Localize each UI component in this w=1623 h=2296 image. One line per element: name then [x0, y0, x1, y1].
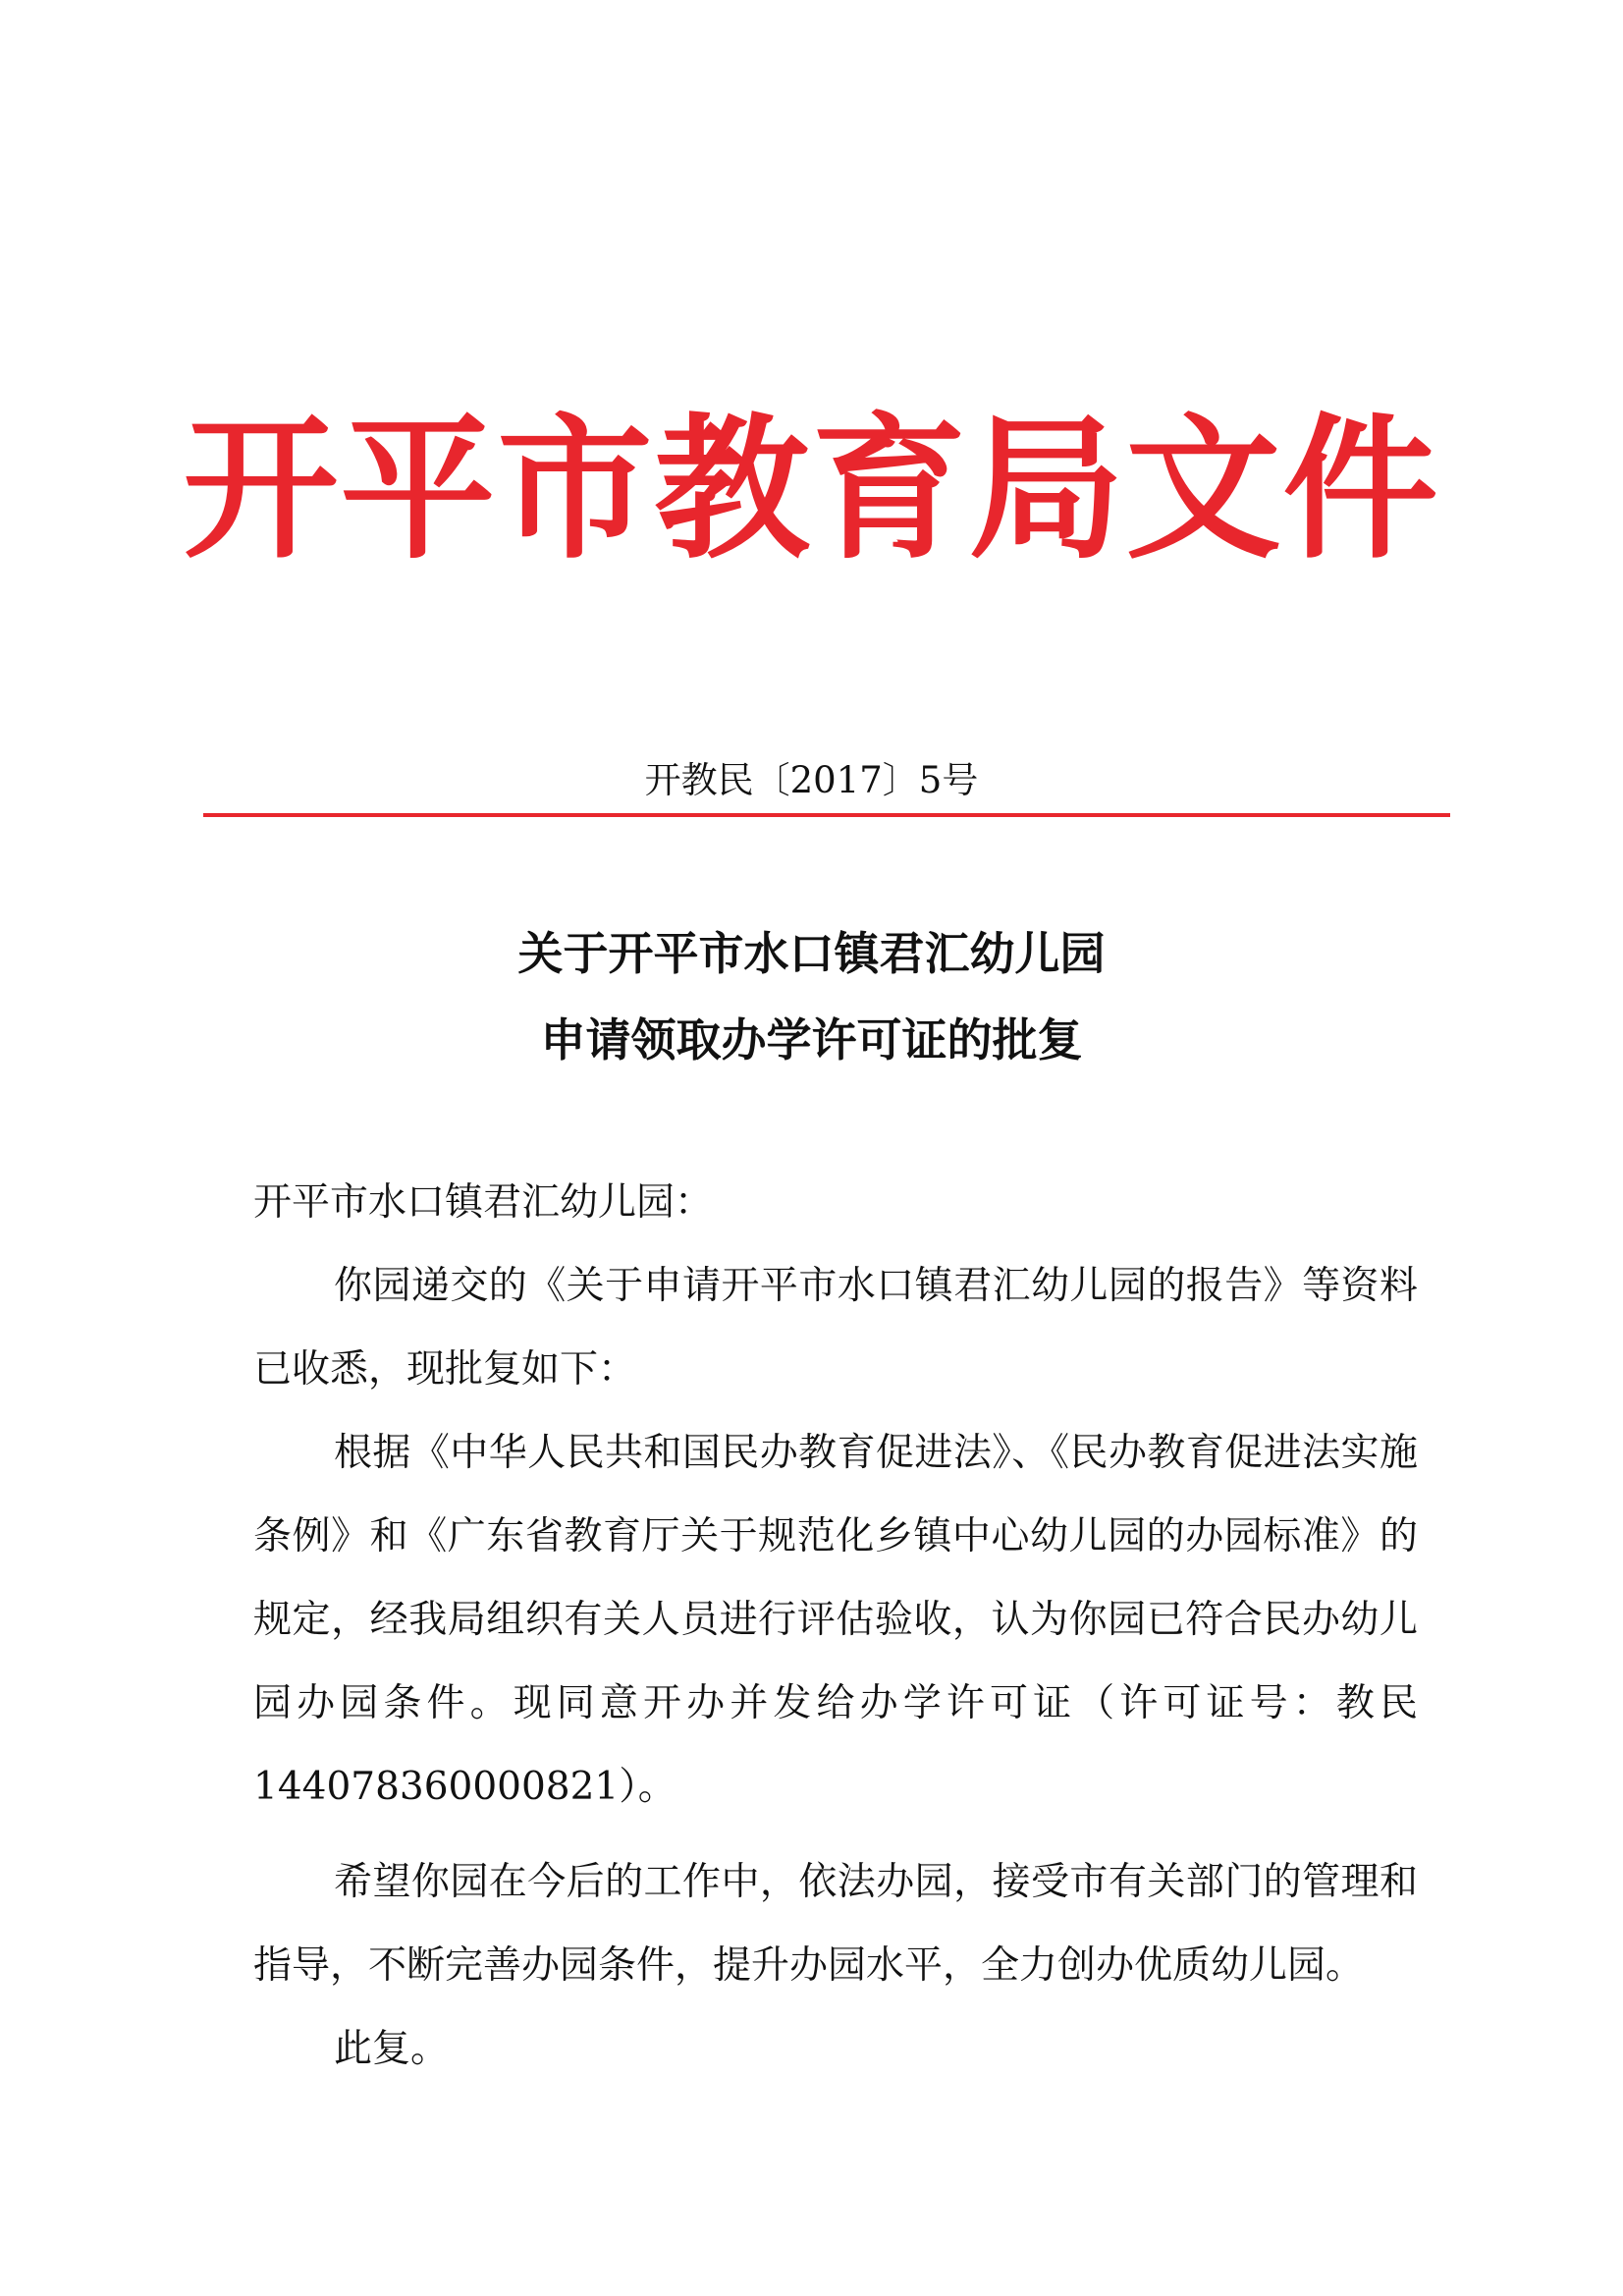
document-header-title: 开平市教育局文件 [183, 399, 1440, 580]
document-number: 开教民〔2017〕5号 [644, 759, 979, 801]
paragraph-2-line-2: 条例》和《广东省教育厅关于规范化乡镇中心幼儿园的办园标准》的 [253, 1514, 1418, 1558]
addressee: 开平市水口镇君汇幼儿园： [253, 1180, 714, 1225]
paragraph-1-line-1: 你园递交的《关于申请开平市水口镇君汇幼儿园的报告》等资料 [334, 1264, 1418, 1308]
paragraph-1-line-2: 已收悉，现批复如下： [253, 1347, 637, 1392]
paragraph-2-line-5: 144078360000821）。 [253, 1765, 676, 1809]
paragraph-2-line-4: 园办园条件。现同意开办并发给办学许可证（许可证号：教民 [253, 1681, 1418, 1725]
subject-line-1: 关于开平市水口镇君汇幼儿园 [517, 927, 1106, 980]
closing-line: 此复。 [334, 2027, 450, 2071]
header-divider [203, 813, 1450, 817]
subject-line-2: 申请领取办学许可证的批复 [540, 1013, 1083, 1066]
paragraph-3-line-2: 指导，不断完善办园条件，提升办园水平，全力创办优质幼儿园。 [253, 1943, 1365, 1988]
paragraph-2-line-3: 规定，经我局组织有关人员进行评估验收，认为你园已符合民办幼儿 [253, 1598, 1418, 1642]
paragraph-2-line-1: 根据《中华人民共和国民办教育促进法》、《民办教育促进法实施 [334, 1431, 1418, 1475]
paragraph-3-line-1: 希望你园在今后的工作中，依法办园，接受市有关部门的管理和 [334, 1860, 1418, 1904]
